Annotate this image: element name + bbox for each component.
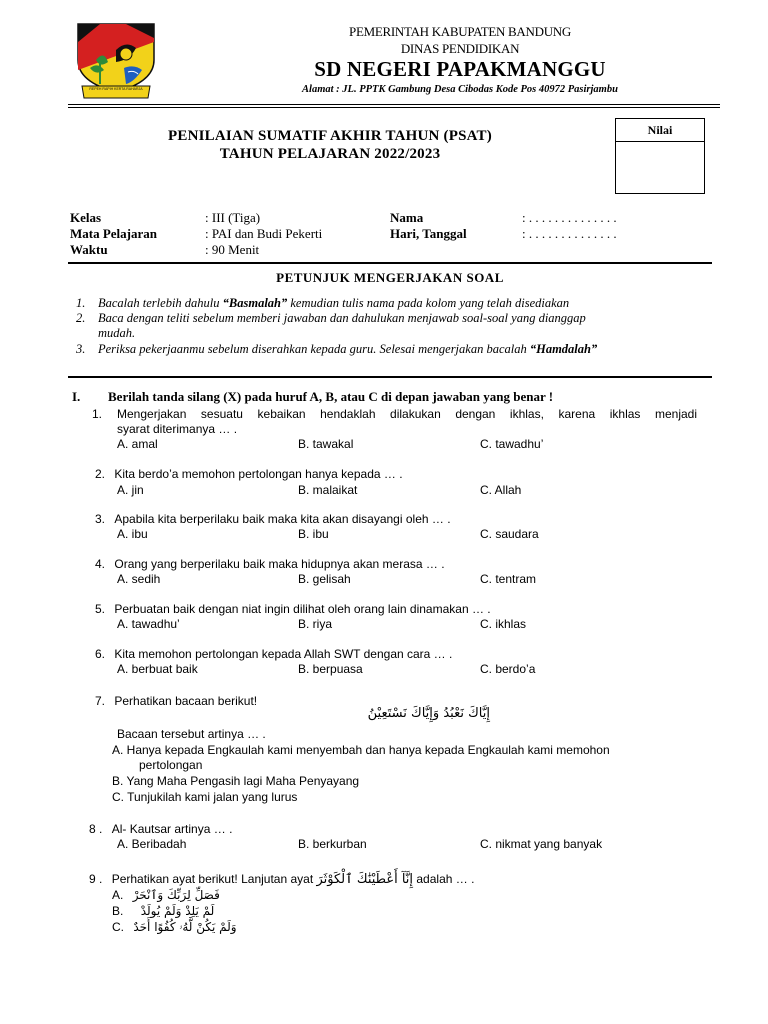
- option-a[interactable]: A. ibu: [117, 527, 148, 541]
- arabic-verse: إِيَّاكَ نَعْبُدُ وَإِيَّاكَ نَسْتَعِيْنُ: [367, 706, 490, 721]
- question-text: Orang yang berperilaku baik maka hidupnya akan merasa … .: [114, 557, 445, 571]
- option-c[interactable]: C. tentram: [480, 572, 537, 586]
- question-text: Kita berdo’a memohon pertolongan hanya kepada … .: [114, 467, 403, 481]
- option-a[interactable]: A. berbuat baik: [117, 662, 198, 676]
- option-a[interactable]: [112, 743, 702, 773]
- question-text: Apabila kita berperilaku baik maka kita akan disayangi oleh … .: [114, 512, 451, 526]
- option-letter: C.: [112, 920, 124, 934]
- option-c[interactable]: C. Tunjukilah kami jalan yang lurus: [112, 790, 298, 804]
- instruction-number: 1.: [76, 296, 86, 310]
- question-9: [89, 872, 709, 887]
- instruction-number: 2.: [76, 311, 86, 325]
- class-label: Kelas: [70, 210, 102, 225]
- header-divider: [68, 104, 720, 105]
- date-value: : . . . . . . . . . . . . . .: [522, 226, 617, 241]
- question-text-cont: syarat diterimanya … .: [117, 422, 238, 436]
- subject-value: : PAI dan Budi Pekerti: [205, 226, 323, 241]
- logo-motto: REPEH RAPIH KERTA RAHARJA: [89, 87, 143, 91]
- score-box: [615, 118, 705, 194]
- school-name: SD NEGERI PAPAKMANGGU: [314, 57, 606, 81]
- option-a[interactable]: A. jin: [117, 483, 144, 497]
- question-number: 5.: [95, 602, 106, 616]
- question-number: 1.: [92, 407, 103, 421]
- government-line: PEMERINTAH KABUPATEN BANDUNG: [349, 24, 571, 39]
- question-6: [95, 647, 452, 662]
- instruction-3: [76, 342, 716, 357]
- department-line: DINAS PENDIDIKAN: [400, 41, 520, 56]
- option-b[interactable]: B. malaikat: [298, 483, 358, 497]
- section-number: I.: [72, 389, 81, 404]
- option-c[interactable]: C. berdo’a: [480, 662, 536, 676]
- question-8: [89, 822, 232, 837]
- option-arabic: وَلَمْ يَكُنْ لَّهُۥ كُفُوًا أَحَدٌ: [133, 920, 237, 934]
- option-b[interactable]: B. berkurban: [298, 837, 367, 851]
- option-a[interactable]: [112, 888, 220, 903]
- question-7: [95, 694, 257, 709]
- instruction-text: Periksa pekerjaanmu sebelum diserahkan kepada guru. Selesai mengerjakan bacalah: [98, 342, 530, 356]
- option-c[interactable]: C. saudara: [480, 527, 539, 541]
- question-text: Perbuatan baik dengan niat ingin dilihat oleh orang lain dinamakan … .: [114, 602, 491, 616]
- question-number: 2.: [95, 467, 106, 481]
- option-a[interactable]: A. amal: [117, 437, 158, 451]
- question-number: 8 .: [89, 822, 103, 836]
- question-number: 3.: [95, 512, 106, 526]
- logo: [70, 20, 162, 102]
- arabic-verse: إِنَّآ أَعْطَيْنَٰكَ ٱلْكَوْثَرَ: [316, 872, 414, 887]
- instruction-text: Bacalah terlebih dahulu: [98, 296, 223, 310]
- option-letter: A.: [112, 888, 124, 902]
- question-text: Perhatikan bacaan berikut!: [114, 694, 258, 708]
- question-number: 9 .: [89, 872, 103, 886]
- instruction-1: [76, 296, 716, 311]
- option-c[interactable]: C. nikmat yang banyak: [480, 837, 603, 851]
- school-address: Alamat : JL. PPTK Gambung Desa Cibodas Kode Pos 40972 Pasirjambu: [302, 84, 618, 95]
- option-b[interactable]: B. ibu: [298, 527, 329, 541]
- time-value: : 90 Menit: [205, 242, 260, 257]
- option-b[interactable]: B. gelisah: [298, 572, 351, 586]
- option-a[interactable]: A. Beribadah: [117, 837, 187, 851]
- option-b[interactable]: B. berpuasa: [298, 662, 363, 676]
- question-prompt: Bacaan tersebut artinya … .: [117, 727, 266, 741]
- option-c[interactable]: C. tawadhu’: [480, 437, 544, 451]
- instruction-number: 3.: [76, 342, 86, 356]
- option-a-text: A. Hanya kepada Engkaulah kami menyembah dan hanya kepada Engkaulah kami memohon: [112, 743, 610, 757]
- info-block: [70, 210, 720, 260]
- option-c[interactable]: C. Allah: [480, 483, 522, 497]
- option-c[interactable]: C. ikhlas: [480, 617, 527, 631]
- option-c[interactable]: [112, 920, 237, 935]
- instruction-text: kemudian tulis nama pada kolom yang telah disediakan: [287, 296, 570, 310]
- exam-year: TAHUN PELAJARAN 2022/2023: [219, 146, 441, 162]
- question-3: [95, 512, 451, 527]
- hamdalah-word: “Hamdalah”: [529, 342, 598, 356]
- option-arabic: فَصَلِّ لِرَبِّكَ وَٱنْحَرْ: [132, 888, 220, 902]
- name-label: Nama: [390, 210, 424, 225]
- option-b[interactable]: B. riya: [298, 617, 333, 631]
- option-b[interactable]: [112, 904, 214, 919]
- option-letter: B.: [112, 904, 124, 918]
- question-5: [95, 602, 491, 617]
- question-number: 7.: [95, 694, 106, 708]
- option-b[interactable]: B. Yang Maha Pengasih lagi Maha Penyayang: [112, 774, 360, 788]
- header-divider-thin: [68, 107, 720, 108]
- option-a[interactable]: A. sedih: [117, 572, 161, 586]
- name-value: : . . . . . . . . . . . . . .: [522, 210, 617, 225]
- option-b[interactable]: B. tawakal: [298, 437, 354, 451]
- question-1: [92, 407, 697, 437]
- instruction-2: [76, 311, 716, 341]
- section-instruction: Berilah tanda silang (X) pada huruf A, B, atau C di depan jawaban yang benar !: [108, 389, 554, 404]
- question-text: Kita memohon pertolongan kepada Allah SWT dengan cara … .: [114, 647, 453, 661]
- score-label: Nilai: [616, 119, 704, 142]
- question-number: 6.: [95, 647, 106, 661]
- date-label: Hari, Tanggal: [390, 226, 467, 241]
- option-a-text-cont: pertolongan: [139, 758, 203, 772]
- subject-label: Mata Pelajaran: [70, 226, 158, 241]
- basmalah-word: “Basmalah”: [222, 296, 288, 310]
- question-2: [95, 467, 403, 482]
- class-value: : III (Tiga): [205, 210, 261, 225]
- question-text: Perhatikan ayat berikut! Lanjutan ayat: [111, 872, 317, 886]
- question-number: 4.: [95, 557, 106, 571]
- question-text-cont: adalah … .: [413, 872, 475, 886]
- time-label: Waktu: [70, 242, 108, 257]
- option-arabic: لَمْ يَلِدْ وَلَمْ يُولَدْ: [140, 904, 215, 918]
- instruction-text-cont: mudah.: [98, 326, 136, 340]
- question-text: Al- Kautsar artinya … .: [111, 822, 233, 836]
- instructions-title: PETUNJUK MENGERJAKAN SOAL: [276, 270, 504, 285]
- instruction-text: Baca dengan teliti sebelum memberi jawaban dan dahulukan menjawab soal-soal yang dianggap: [98, 311, 586, 325]
- option-a[interactable]: A. tawadhu’: [117, 617, 180, 631]
- question-text: Mengerjakan sesuatu kebaikan hendaklah dilakukan dengan ikhlas, karena ikhlas menjadi: [117, 407, 697, 421]
- question-4: [95, 557, 445, 572]
- exam-title: PENILAIAN SUMATIF AKHIR TAHUN (PSAT): [168, 128, 492, 144]
